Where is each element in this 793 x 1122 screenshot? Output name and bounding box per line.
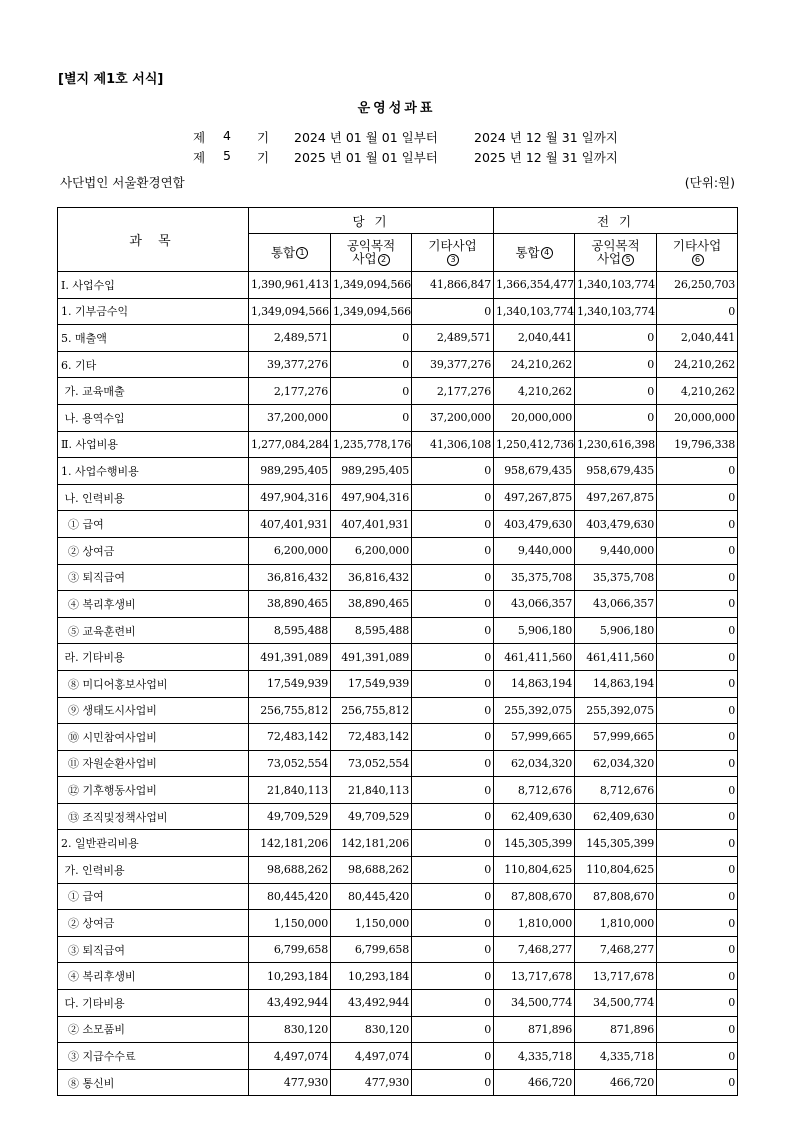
amount-cell: 2,040,441	[657, 325, 738, 352]
amount-cell: 62,409,630	[575, 803, 657, 830]
amount-cell: 24,210,262	[494, 351, 575, 378]
table-row	[58, 617, 738, 644]
amount-cell: 145,305,399	[494, 830, 575, 857]
table-row	[58, 936, 738, 963]
amount-cell: 0	[657, 458, 738, 485]
period-start: 2025 년 01 월 01 일부터	[294, 150, 438, 165]
amount-cell: 73,052,554	[249, 750, 331, 777]
amount-cell: 62,409,630	[494, 803, 575, 830]
account-label: ③ 퇴직급여	[58, 936, 249, 963]
amount-cell: 24,210,262	[657, 351, 738, 378]
table-row	[58, 511, 738, 538]
amount-cell: 1,230,616,398	[575, 431, 657, 458]
amount-cell: 6,799,658	[331, 936, 412, 963]
amount-cell: 0	[412, 1069, 494, 1096]
amount-cell: 497,904,316	[249, 484, 331, 511]
amount-cell: 34,500,774	[494, 990, 575, 1017]
amount-cell: 0	[657, 511, 738, 538]
period-start: 2024 년 01 월 01 일부터	[294, 130, 438, 145]
operating-results-table	[57, 207, 738, 1096]
column-header-text: 기타사업	[672, 238, 722, 254]
table-row	[58, 724, 738, 751]
amount-cell: 0	[412, 564, 494, 591]
amount-cell: 0	[657, 963, 738, 990]
amount-cell: 461,411,560	[575, 644, 657, 671]
organization-name: 사단법인 서울환경연합	[60, 175, 185, 190]
amount-cell: 0	[412, 298, 494, 325]
amount-cell: 1,349,094,566	[331, 298, 412, 325]
amount-cell: 0	[412, 857, 494, 884]
amount-cell: 958,679,435	[575, 458, 657, 485]
account-label: ② 상여금	[58, 537, 249, 564]
account-label: ② 소모품비	[58, 1016, 249, 1043]
amount-cell: 491,391,089	[249, 644, 331, 671]
account-label: ⑩ 시민참여사업비	[58, 724, 249, 751]
amount-cell: 1,390,961,413	[249, 272, 331, 299]
amount-cell: 38,890,465	[331, 591, 412, 618]
table-row	[58, 644, 738, 671]
amount-cell: 0	[412, 511, 494, 538]
amount-cell: 1,366,354,477	[494, 272, 575, 299]
column-header-text: 통합	[515, 244, 540, 260]
account-label: ⑤ 교육훈련비	[58, 617, 249, 644]
amount-cell: 989,295,405	[249, 458, 331, 485]
account-label: ④ 복리후생비	[58, 963, 249, 990]
table-row	[58, 458, 738, 485]
amount-cell: 1,250,412,736	[494, 431, 575, 458]
amount-cell: 10,293,184	[249, 963, 331, 990]
amount-cell: 142,181,206	[249, 830, 331, 857]
amount-cell: 0	[412, 617, 494, 644]
amount-cell: 255,392,075	[575, 697, 657, 724]
column-header-text: 통합	[270, 244, 296, 260]
amount-cell: 0	[657, 298, 738, 325]
amount-cell: 9,440,000	[575, 537, 657, 564]
amount-cell: 2,177,276	[249, 378, 331, 405]
amount-cell: 72,483,142	[331, 724, 412, 751]
amount-cell: 0	[575, 404, 657, 431]
amount-cell: 0	[657, 857, 738, 884]
column-number-mark: 1	[296, 247, 308, 259]
amount-cell: 10,293,184	[331, 963, 412, 990]
amount-cell: 6,200,000	[249, 537, 331, 564]
amount-cell: 0	[412, 537, 494, 564]
amount-cell: 491,391,089	[331, 644, 412, 671]
amount-cell: 37,200,000	[249, 404, 331, 431]
account-label: ③ 퇴직급여	[58, 564, 249, 591]
period-end: 2025 년 12 월 31 일까지	[474, 150, 618, 165]
amount-cell: 43,066,357	[575, 591, 657, 618]
amount-cell: 830,120	[249, 1016, 331, 1043]
amount-cell: 0	[412, 670, 494, 697]
amount-cell: 2,489,571	[412, 325, 494, 352]
amount-cell: 0	[412, 830, 494, 857]
table-row	[58, 750, 738, 777]
table-row	[58, 591, 738, 618]
amount-cell: 2,177,276	[412, 378, 494, 405]
amount-cell: 0	[657, 1043, 738, 1070]
table-row	[58, 325, 738, 352]
amount-cell: 466,720	[494, 1069, 575, 1096]
amount-cell: 0	[331, 325, 412, 352]
column-number-mark: 2	[378, 254, 390, 266]
account-label: 6. 기타	[58, 351, 249, 378]
amount-cell: 4,335,718	[575, 1043, 657, 1070]
table-body	[58, 272, 738, 1096]
amount-cell: 5,906,180	[494, 617, 575, 644]
account-label: 1. 기부금수익	[58, 298, 249, 325]
table-row	[58, 431, 738, 458]
amount-cell: 49,709,529	[249, 803, 331, 830]
amount-cell: 41,306,108	[412, 431, 494, 458]
amount-cell: 0	[657, 1016, 738, 1043]
amount-cell: 13,717,678	[575, 963, 657, 990]
column-number-mark: 4	[541, 247, 553, 259]
amount-cell: 403,479,630	[575, 511, 657, 538]
amount-cell: 0	[657, 803, 738, 830]
account-label: ⑪ 자원순환사업비	[58, 750, 249, 777]
amount-cell: 0	[657, 1069, 738, 1096]
current-period-header: 당 기	[249, 208, 494, 234]
amount-cell: 0	[412, 484, 494, 511]
amount-cell: 13,717,678	[494, 963, 575, 990]
table-row	[58, 990, 738, 1017]
amount-cell: 80,445,420	[331, 883, 412, 910]
amount-cell: 0	[575, 378, 657, 405]
column-header	[494, 234, 575, 272]
amount-cell: 0	[657, 670, 738, 697]
column-number-mark: 6	[692, 254, 704, 266]
column-header-text: 사업	[352, 251, 377, 267]
account-label: 라. 기타비용	[58, 644, 249, 671]
table-row	[58, 537, 738, 564]
amount-cell: 407,401,931	[249, 511, 331, 538]
amount-cell: 39,377,276	[249, 351, 331, 378]
amount-cell: 497,267,875	[575, 484, 657, 511]
period-je: 제	[193, 150, 206, 165]
amount-cell: 20,000,000	[657, 404, 738, 431]
amount-cell: 0	[657, 777, 738, 804]
amount-cell: 4,497,074	[331, 1043, 412, 1070]
amount-cell: 466,720	[575, 1069, 657, 1096]
amount-cell: 35,375,708	[494, 564, 575, 591]
amount-cell: 38,890,465	[249, 591, 331, 618]
amount-cell: 8,595,488	[249, 617, 331, 644]
table-row	[58, 777, 738, 804]
account-label: ⑫ 기후행동사업비	[58, 777, 249, 804]
amount-cell: 6,200,000	[331, 537, 412, 564]
amount-cell: 0	[412, 910, 494, 937]
column-header-text: 기타사업	[428, 238, 477, 254]
amount-cell: 80,445,420	[249, 883, 331, 910]
amount-cell: 1,340,103,774	[494, 298, 575, 325]
table-row	[58, 857, 738, 884]
amount-cell: 1,150,000	[249, 910, 331, 937]
table-row	[58, 298, 738, 325]
amount-cell: 4,210,262	[494, 378, 575, 405]
account-label: ⑨ 생태도시사업비	[58, 697, 249, 724]
table-row	[58, 1069, 738, 1096]
table-row	[58, 564, 738, 591]
amount-cell: 72,483,142	[249, 724, 331, 751]
column-header-text: 공익목적	[346, 238, 396, 254]
amount-cell: 0	[657, 644, 738, 671]
column-header	[412, 234, 494, 272]
amount-cell: 36,816,432	[331, 564, 412, 591]
prior-period-header: 전 기	[494, 208, 738, 234]
amount-cell: 1,810,000	[494, 910, 575, 937]
amount-cell: 57,999,665	[575, 724, 657, 751]
account-label: 1. 사업수행비용	[58, 458, 249, 485]
amount-cell: 0	[412, 803, 494, 830]
amount-cell: 43,492,944	[249, 990, 331, 1017]
account-label: ① 급여	[58, 883, 249, 910]
amount-cell: 477,930	[249, 1069, 331, 1096]
amount-cell: 110,804,625	[494, 857, 575, 884]
account-label: ① 급여	[58, 511, 249, 538]
table-row	[58, 883, 738, 910]
column-header	[249, 234, 331, 272]
period-gi: 기	[257, 150, 270, 165]
amount-cell: 20,000,000	[494, 404, 575, 431]
amount-cell: 8,595,488	[331, 617, 412, 644]
period-gi: 기	[257, 130, 270, 145]
column-header	[331, 234, 412, 272]
amount-cell: 98,688,262	[249, 857, 331, 884]
account-label: Ⅰ. 사업수입	[58, 272, 249, 299]
account-label: ③ 지급수수료	[58, 1043, 249, 1070]
amount-cell: 958,679,435	[494, 458, 575, 485]
amount-cell: 43,066,357	[494, 591, 575, 618]
amount-cell: 0	[331, 378, 412, 405]
amount-cell: 0	[657, 883, 738, 910]
table-row	[58, 378, 738, 405]
amount-cell: 87,808,670	[575, 883, 657, 910]
amount-cell: 1,349,094,566	[331, 272, 412, 299]
amount-cell: 0	[657, 484, 738, 511]
document-title: 운영성과표	[357, 101, 436, 116]
table-row	[58, 1016, 738, 1043]
amount-cell: 0	[657, 591, 738, 618]
amount-cell: 0	[412, 1043, 494, 1070]
amount-cell: 6,799,658	[249, 936, 331, 963]
amount-cell: 0	[412, 697, 494, 724]
amount-cell: 41,866,847	[412, 272, 494, 299]
amount-cell: 73,052,554	[331, 750, 412, 777]
amount-cell: 0	[412, 963, 494, 990]
amount-cell: 7,468,277	[575, 936, 657, 963]
amount-cell: 477,930	[331, 1069, 412, 1096]
amount-cell: 142,181,206	[331, 830, 412, 857]
amount-cell: 0	[657, 537, 738, 564]
amount-cell: 34,500,774	[575, 990, 657, 1017]
amount-cell: 43,492,944	[331, 990, 412, 1017]
column-header	[575, 234, 657, 272]
amount-cell: 4,210,262	[657, 378, 738, 405]
amount-cell: 4,497,074	[249, 1043, 331, 1070]
amount-cell: 989,295,405	[331, 458, 412, 485]
amount-cell: 1,340,103,774	[575, 272, 657, 299]
amount-cell: 255,392,075	[494, 697, 575, 724]
amount-cell: 1,235,778,176	[331, 431, 412, 458]
amount-cell: 407,401,931	[331, 511, 412, 538]
column-header-text: 사업	[596, 251, 622, 267]
table-row	[58, 670, 738, 697]
amount-cell: 17,549,939	[249, 670, 331, 697]
amount-cell: 0	[657, 617, 738, 644]
amount-cell: 9,440,000	[494, 537, 575, 564]
period-number: 5	[223, 148, 231, 163]
account-label: ② 상여금	[58, 910, 249, 937]
table-row	[58, 910, 738, 937]
amount-cell: 0	[412, 883, 494, 910]
unit-label: (단위:원)	[684, 175, 735, 190]
period-end: 2024 년 12 월 31 일까지	[474, 130, 618, 145]
table-row	[58, 1043, 738, 1070]
amount-cell: 0	[412, 750, 494, 777]
account-label: 5. 매출액	[58, 325, 249, 352]
amount-cell: 1,277,084,284	[249, 431, 331, 458]
amount-cell: 26,250,703	[657, 272, 738, 299]
account-label: 가. 교육매출	[58, 378, 249, 405]
amount-cell: 0	[331, 404, 412, 431]
amount-cell: 461,411,560	[494, 644, 575, 671]
amount-cell: 403,479,630	[494, 511, 575, 538]
amount-cell: 871,896	[575, 1016, 657, 1043]
amount-cell: 0	[657, 990, 738, 1017]
amount-cell: 871,896	[494, 1016, 575, 1043]
amount-cell: 145,305,399	[575, 830, 657, 857]
amount-cell: 87,808,670	[494, 883, 575, 910]
amount-cell: 0	[575, 325, 657, 352]
account-label: ⑧ 통신비	[58, 1069, 249, 1096]
account-label: Ⅱ. 사업비용	[58, 431, 249, 458]
amount-cell: 98,688,262	[331, 857, 412, 884]
amount-cell: 37,200,000	[412, 404, 494, 431]
amount-cell: 21,840,113	[249, 777, 331, 804]
amount-cell: 36,816,432	[249, 564, 331, 591]
amount-cell: 14,863,194	[575, 670, 657, 697]
amount-cell: 0	[657, 830, 738, 857]
column-header	[657, 234, 738, 272]
subject-header: 과 목	[58, 208, 249, 272]
amount-cell: 0	[412, 591, 494, 618]
amount-cell: 39,377,276	[412, 351, 494, 378]
period-number: 4	[223, 128, 231, 143]
amount-cell: 0	[657, 564, 738, 591]
period-je: 제	[193, 130, 206, 145]
amount-cell: 21,840,113	[331, 777, 412, 804]
table-row	[58, 803, 738, 830]
column-number-mark: 3	[447, 254, 459, 266]
amount-cell: 0	[331, 351, 412, 378]
amount-cell: 62,034,320	[494, 750, 575, 777]
column-number-mark: 5	[622, 254, 634, 266]
amount-cell: 0	[412, 644, 494, 671]
account-label: 다. 기타비용	[58, 990, 249, 1017]
amount-cell: 1,349,094,566	[249, 298, 331, 325]
amount-cell: 7,468,277	[494, 936, 575, 963]
amount-cell: 110,804,625	[575, 857, 657, 884]
amount-cell: 497,904,316	[331, 484, 412, 511]
amount-cell: 8,712,676	[494, 777, 575, 804]
amount-cell: 4,335,718	[494, 1043, 575, 1070]
form-number-label: [별지 제1호 서식]	[58, 72, 164, 87]
amount-cell: 8,712,676	[575, 777, 657, 804]
amount-cell: 57,999,665	[494, 724, 575, 751]
amount-cell: 0	[412, 990, 494, 1017]
amount-cell: 49,709,529	[331, 803, 412, 830]
amount-cell: 256,755,812	[331, 697, 412, 724]
amount-cell: 5,906,180	[575, 617, 657, 644]
table-row	[58, 351, 738, 378]
amount-cell: 35,375,708	[575, 564, 657, 591]
amount-cell: 1,150,000	[331, 910, 412, 937]
amount-cell: 62,034,320	[575, 750, 657, 777]
table-row	[58, 697, 738, 724]
account-label: 나. 인력비용	[58, 484, 249, 511]
account-label: 가. 인력비용	[58, 857, 249, 884]
amount-cell: 0	[412, 777, 494, 804]
amount-cell: 0	[657, 697, 738, 724]
account-label: 2. 일반관리비용	[58, 830, 249, 857]
amount-cell: 1,340,103,774	[575, 298, 657, 325]
amount-cell: 0	[657, 936, 738, 963]
amount-cell: 830,120	[331, 1016, 412, 1043]
amount-cell: 14,863,194	[494, 670, 575, 697]
account-label: ⑬ 조직및정책사업비	[58, 803, 249, 830]
column-header-text: 공익목적	[591, 238, 640, 254]
table-row	[58, 830, 738, 857]
amount-cell: 0	[657, 750, 738, 777]
amount-cell: 19,796,338	[657, 431, 738, 458]
amount-cell: 0	[657, 910, 738, 937]
table-row	[58, 404, 738, 431]
amount-cell: 0	[412, 1016, 494, 1043]
amount-cell: 0	[412, 936, 494, 963]
amount-cell: 0	[412, 458, 494, 485]
amount-cell: 0	[575, 351, 657, 378]
account-label: 나. 용역수입	[58, 404, 249, 431]
table-row	[58, 963, 738, 990]
account-label: ④ 복리후생비	[58, 591, 249, 618]
amount-cell: 0	[412, 724, 494, 751]
amount-cell: 497,267,875	[494, 484, 575, 511]
amount-cell: 1,810,000	[575, 910, 657, 937]
table-row	[58, 272, 738, 299]
amount-cell: 2,489,571	[249, 325, 331, 352]
amount-cell: 17,549,939	[331, 670, 412, 697]
amount-cell: 0	[657, 724, 738, 751]
table-row	[58, 484, 738, 511]
account-label: ⑧ 미디어홍보사업비	[58, 670, 249, 697]
amount-cell: 256,755,812	[249, 697, 331, 724]
amount-cell: 2,040,441	[494, 325, 575, 352]
